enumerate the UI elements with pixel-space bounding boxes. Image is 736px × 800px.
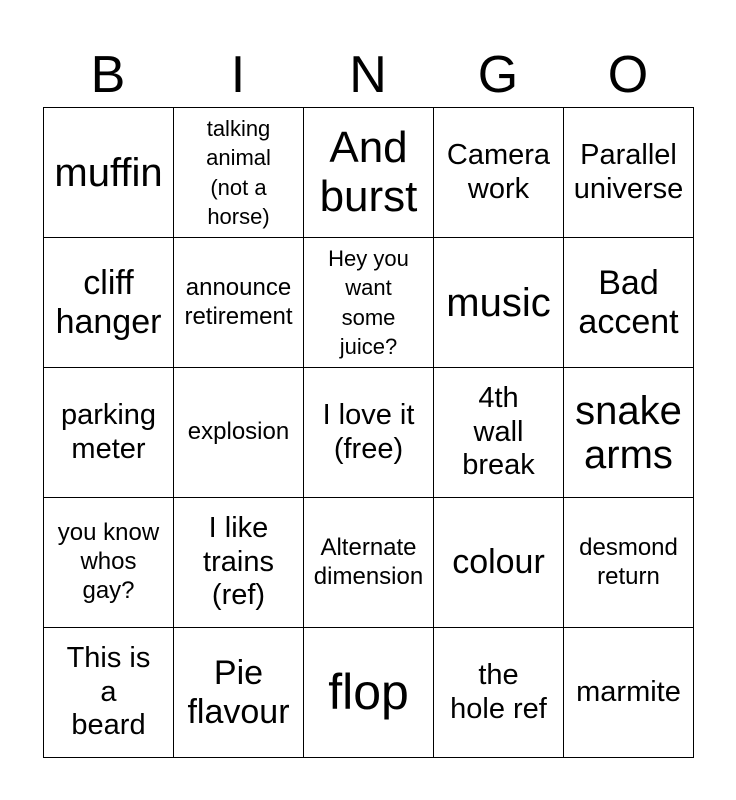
cell-label: Camera work <box>446 139 551 205</box>
cell-label: Pie flavour <box>187 654 290 731</box>
bingo-cell-r5-c2[interactable] <box>174 628 304 758</box>
bingo-cell-r5-c3[interactable] <box>304 628 434 758</box>
cell-label: And burst <box>319 123 418 221</box>
bingo-cell-r3-c2[interactable] <box>174 368 304 498</box>
cell-label: explosion <box>187 418 290 446</box>
bingo-board <box>43 107 694 758</box>
cell-label: desmond return <box>579 533 678 590</box>
cell-label: cliff hanger <box>55 264 162 341</box>
cell-label: muffin <box>54 150 163 195</box>
bingo-cell-r2-c4[interactable] <box>434 238 564 368</box>
bingo-cell-r1-c5[interactable] <box>564 108 694 238</box>
cell-label: music <box>446 280 551 325</box>
cell-label: 4th wall break <box>462 382 535 482</box>
bingo-cell-r4-c1[interactable] <box>44 498 174 628</box>
bingo-cell-r3-c3[interactable] <box>304 368 434 498</box>
cell-label: snake arms <box>575 388 682 477</box>
bingo-cell-r3-c5[interactable] <box>564 368 694 498</box>
bingo-cell-r5-c1[interactable] <box>44 628 174 758</box>
bingo-cell-r3-c4[interactable] <box>434 368 564 498</box>
cell-label: announce retirement <box>184 273 293 330</box>
header-letter-o: O <box>607 46 649 104</box>
bingo-cell-r1-c1[interactable] <box>44 108 174 238</box>
cell-label: Alternate dimension <box>313 533 424 590</box>
cell-label: the hole ref <box>450 659 547 725</box>
cell-label: colour <box>452 543 545 582</box>
bingo-cell-r4-c5[interactable] <box>564 498 694 628</box>
bingo-cell-r2-c3[interactable] <box>304 238 434 368</box>
bingo-cell-r2-c5[interactable] <box>564 238 694 368</box>
cell-label: talking animal (not a horse) <box>206 116 271 229</box>
cell-label: Parallel universe <box>573 139 684 205</box>
cell-label: Bad accent <box>578 264 679 341</box>
cell-label: This is a beard <box>66 642 151 742</box>
header-letter-n: N <box>349 46 387 104</box>
bingo-cell-r4-c4[interactable] <box>434 498 564 628</box>
header-letter-g: G <box>477 46 519 104</box>
bingo-cell-r5-c5[interactable] <box>564 628 694 758</box>
bingo-cell-r1-c4[interactable] <box>434 108 564 238</box>
header-letter-b: B <box>90 46 126 104</box>
cell-label: I like trains (ref) <box>203 512 274 612</box>
bingo-cell-r4-c3[interactable] <box>304 498 434 628</box>
cell-label: you know whos gay? <box>57 519 160 604</box>
bingo-cell-r2-c2[interactable] <box>174 238 304 368</box>
bingo-cell-r5-c4[interactable] <box>434 628 564 758</box>
cell-label: parking meter <box>60 399 157 465</box>
bingo-cell-r3-c1[interactable] <box>44 368 174 498</box>
cell-label: flop <box>328 664 409 720</box>
bingo-cell-r2-c1[interactable] <box>44 238 174 368</box>
bingo-cell-r1-c3[interactable] <box>304 108 434 238</box>
cell-label: marmite <box>576 675 681 708</box>
bingo-header <box>43 44 693 106</box>
cell-label: I love it (free) <box>322 399 415 465</box>
bingo-cell-r4-c2[interactable] <box>174 498 304 628</box>
cell-label: Hey you want some juice? <box>328 246 409 359</box>
bingo-cell-r1-c2[interactable] <box>174 108 304 238</box>
header-letter-i: I <box>230 46 246 104</box>
